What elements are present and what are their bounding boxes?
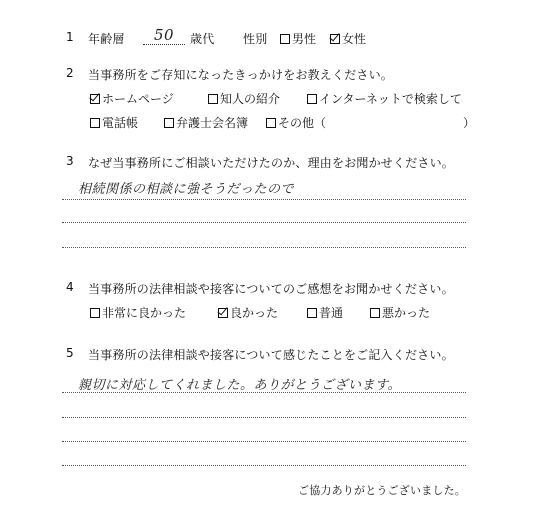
rating-good-label: 良かった	[230, 306, 279, 320]
checkbox-phonebook[interactable]	[90, 118, 100, 128]
source-phonebook-option[interactable]	[90, 114, 138, 131]
q5-answer-line-3	[62, 441, 466, 442]
checkbox-internet[interactable]	[307, 94, 317, 104]
source-internet-label: インターネットで検索して	[319, 92, 462, 106]
q1-gender-label: 性別	[243, 32, 268, 46]
q5-answer-line-1	[62, 392, 466, 393]
rating-average-option[interactable]	[307, 304, 343, 321]
rating-very-good-option[interactable]	[90, 304, 186, 321]
q3-answer-line-1	[62, 199, 466, 200]
source-internet-option[interactable]	[307, 90, 462, 107]
q4-number: 4	[66, 280, 74, 294]
checkbox-bad[interactable]	[370, 308, 380, 318]
q4-question: 当事務所の法律相談や接客についてのご感想をお聞かせください。	[88, 282, 454, 296]
source-referral-option[interactable]	[208, 90, 280, 107]
gender-female-option[interactable]	[330, 30, 366, 47]
source-phonebook-label: 電話帳	[102, 116, 139, 130]
q2-number: 2	[66, 66, 74, 80]
checkbox-good[interactable]	[218, 308, 228, 318]
q1-age-suffix: 歳代	[190, 32, 215, 46]
source-bar-directory-label: 弁護士会名簿	[176, 116, 249, 130]
checkbox-referral[interactable]	[208, 94, 218, 104]
checkbox-bar-directory[interactable]	[164, 118, 174, 128]
checkbox-homepage[interactable]	[90, 94, 100, 104]
checkbox-average[interactable]	[307, 308, 317, 318]
q5-answer[interactable]: 親切に対応してくれました。ありがとうございます。	[78, 378, 401, 393]
source-other-label: その他（	[278, 116, 327, 130]
source-referral-label: 知人の紹介	[220, 92, 281, 106]
rating-average-label: 普通	[319, 306, 344, 320]
thank-you-note: ご協力ありがとうございました。	[298, 484, 466, 497]
rating-very-good-label: 非常に良かった	[102, 306, 187, 320]
checkbox-male[interactable]	[280, 34, 290, 44]
q5-answer-line-4	[62, 465, 466, 466]
source-other-option[interactable]	[266, 114, 326, 131]
q5-number: 5	[66, 346, 74, 360]
q3-question: なぜ当事務所にご相談いただけたのか、理由をお聞かせください。	[88, 156, 455, 170]
gender-female-label: 女性	[342, 32, 367, 46]
gender-male-option[interactable]	[280, 30, 316, 47]
rating-bad-label: 悪かった	[382, 306, 431, 320]
q1-age-value[interactable]: 50	[143, 26, 185, 45]
checkbox-female[interactable]	[330, 34, 340, 44]
q3-number: 3	[66, 154, 74, 168]
rating-bad-option[interactable]	[370, 304, 430, 321]
source-other-close-paren: ）	[463, 116, 476, 130]
checkbox-very-good[interactable]	[90, 308, 100, 318]
gender-male-label: 男性	[292, 32, 317, 46]
q2-question: 当事務所をご存知になったきっかけをお教えください。	[88, 68, 394, 82]
q1-age-label: 年齢層	[88, 32, 125, 46]
q1-number: 1	[66, 30, 74, 44]
checkbox-other[interactable]	[266, 118, 276, 128]
q3-answer-line-3	[62, 247, 466, 248]
q3-answer[interactable]: 相続関係の相談に強そうだったので	[78, 182, 295, 197]
source-homepage-option[interactable]	[90, 90, 174, 107]
rating-good-option[interactable]	[218, 304, 278, 321]
q5-answer-line-2	[62, 417, 466, 418]
source-homepage-label: ホームページ	[102, 92, 174, 106]
source-bar-directory-option[interactable]	[164, 114, 248, 131]
q5-question: 当事務所の法律相談や接客について感じたことをご記入ください。	[88, 348, 454, 362]
q3-answer-line-2	[62, 222, 466, 223]
